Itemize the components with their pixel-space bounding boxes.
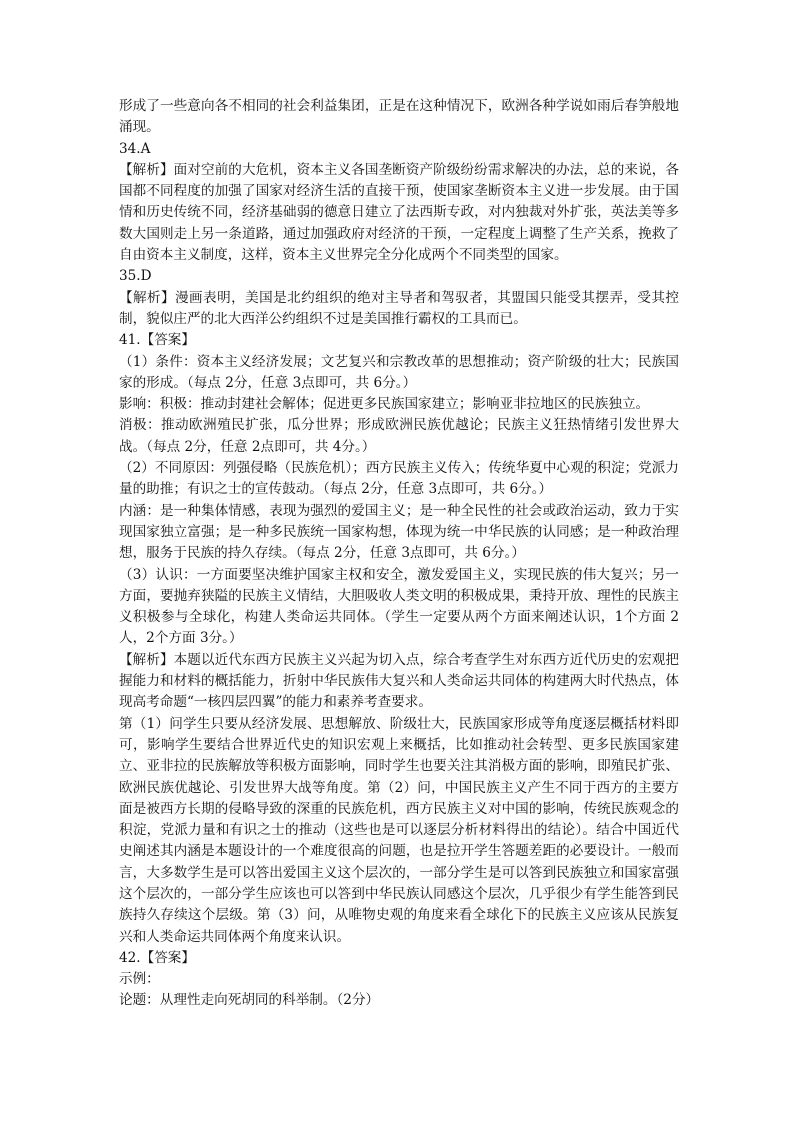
paragraph: 示例： <box>119 971 160 988</box>
question-number: 41.【答案】 <box>119 332 195 349</box>
paragraph: （3）认识：一方面要坚决维护国家主权和安全，激发爱国主义，实现民族的伟大复兴；另一方面，要抛弃狭隘的民族主义情结，大胆吸收人类文明的积极成果，秉持开放、理性的民族主义积极参与全球化，构建人类命运共同体。（学生一定要从两个方面来阐述认识，1个方面 2人，2个方面 3分。） <box>119 566 679 647</box>
question-number: 42.【答案】 <box>119 949 195 966</box>
paragraph: （2）不同原因：列强侵略（民族危机）；西方民族主义传入；传统华夏中心观的积淀；党派力量的助推；有识之士的宣传鼓动。（每点 2分，任意 3点即可，共 6分。） <box>119 460 679 498</box>
document-page <box>119 96 679 1012</box>
paragraph: 第（1）问学生只要从经济发展、思想解放、阶级壮大，民族国家形成等角度逐层概括材料即可，影响学生要结合世界近代史的知识宏观上来概括，比如推动社会转型、更多民族国家建立、亚非拉的民族解放等积极方面影响，同时学生也要关注其消极方面的影响，即殖民扩张、欧洲民族优越论、引发世界大战等角度。第（2）问，中国民族主义产生不同于西方的主要方面是被西方长期的侵略导致的深重的民族危机，西方民族主义对中国的影响，传统民族观念的积淀，党派力量和有识之士的推动（这些也是可以逐层分析材料得出的结论）。结合中国近代史阐述其内涵是本题设计的一个难度很高的问题，也是拉开学生答题差距的必要设计。一般而言，大多数学生是可以答出爱国主义这个层次的，一部分学生是可以答到民族独立和国家富强这个层次的，一部分学生应该也可以答到中华民族认同感这个层次，几乎很少有学生能答到民族持久存续这个层级。第（3）问，从唯物史观的角度来看全球化下的民族主义应该从民族复兴和人类命运共同体两个角度来认识。 <box>119 715 679 945</box>
question-number: 34.A <box>119 140 151 157</box>
paragraph: 消极：推动欧洲殖民扩张，瓜分世界；形成欧洲民族优越论；民族主义狂热情绪引发世界大战。（每点 2分，任意 2点即可，共 4分。） <box>119 417 679 455</box>
paragraph: 【解析】面对空前的大危机，资本主义各国垄断资产阶级纷纷需求解决的办法，总的来说，各国都不同程度的加强了国家对经济生活的直接干预，使国家垄断资本主义进一步发展。由于国情和历史传统不同，经济基础弱的德意日建立了法西斯专政，对内独裁对外扩张，英法美等多数大国则走上另一条道路，通过加强政府对经济的干预，一定程度上调整了生产关系，挽救了自由资本主义制度，这样，资本主义世界完全分化成两个不同类型的国家。 <box>119 161 679 264</box>
paragraph: 内涵：是一种集体情感，表现为强烈的爱国主义；是一种全民性的社会或政治运动，致力于实现国家独立富强；是一种多民族统一国家构想，体现为统一中华民族的认同感；是一种政治理想，服务于民族的持久存续。（每点 2分，任意 3点即可，共 6分。） <box>119 502 679 562</box>
paragraph: 论题：从理性走向死胡同的科举制。（2分） <box>119 992 380 1009</box>
question-number: 35.D <box>119 268 152 285</box>
paragraph: 【解析】漫画表明，美国是北约组织的绝对主导者和驾驭者，其盟国只能受其摆弄，受其控制，貌似庄严的北大西洋公约组织不过是美国推行霸权的工具而已。 <box>119 289 679 327</box>
paragraph: 影响：积极：推动封建社会解体；促进更多民族国家建立；影响亚非拉地区的民族独立。 <box>119 396 650 413</box>
paragraph: （1）条件：资本主义经济发展；文艺复兴和宗教改革的思想推动；资产阶级的壮大；民族国家的形成。（每点 2分，任意 3点即可，共 6分。） <box>119 353 679 391</box>
paragraph: 【解析】本题以近代东西方民族主义兴起为切入点，综合考查学生对东西方近代历史的宏观把握能力和材料的概括能力，折射中华民族伟大复兴和人类命运共同体的构建两大时代热点，体现高考命题“一核四层四翼”的能力和素养考查要求。 <box>119 651 679 711</box>
paragraph: 形成了一些意向各不相同的社会利益集团，正是在这种情况下，欧洲各种学说如雨后春笋般地涌现。 <box>119 98 679 136</box>
